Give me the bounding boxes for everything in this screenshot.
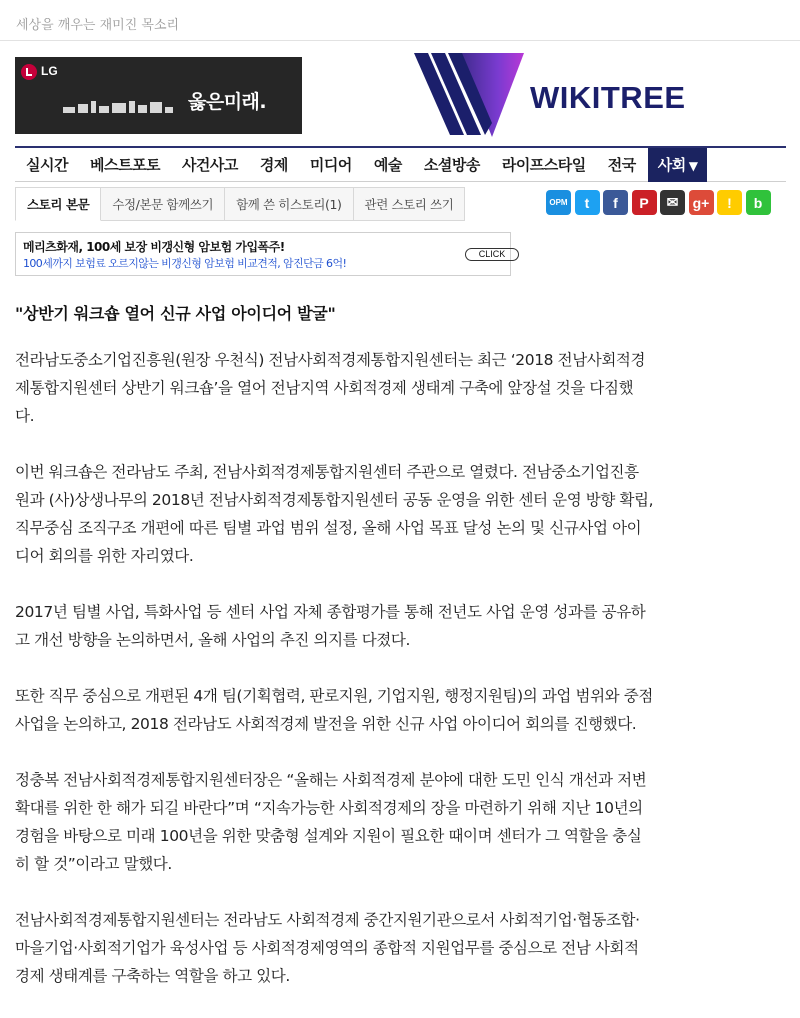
tab-story-body[interactable]: 스토리 본문: [15, 187, 101, 221]
nav-item-art[interactable]: 예술: [373, 155, 402, 174]
nav-item-economy[interactable]: 경제: [259, 155, 288, 174]
email-share-icon[interactable]: ✉: [660, 190, 685, 215]
lg-brand-text: LG: [41, 64, 58, 78]
nav-item-society[interactable]: [648, 148, 708, 182]
paragraph-line: 사업을 논의하고, 2018 전라남도 사회적경제 발전을 위한 신규 사업 아이디어 회의를 진행했다.: [15, 715, 637, 733]
paragraph-line: 전남사회적경제통합지원센터는 전라남도 사회적경제 중간지원기관으로서 사회적기업·협동조합·: [15, 911, 640, 929]
story-tabs: [15, 187, 465, 221]
article-headline: "상반기 워크숍 열어 신규 사업 아이디어 발굴": [15, 304, 336, 323]
paragraph-line: 이번 워크숍은 전라남도 주최, 전남사회적경제통합지원센터 주관으로 열렸다. 전남중소기업진흥: [15, 463, 639, 481]
nav-item-media[interactable]: 미디어: [309, 155, 352, 174]
ad-click-button[interactable]: CLICK: [465, 248, 519, 261]
googleplus-share-icon[interactable]: g+: [689, 190, 714, 215]
paragraph-line: 직무중심 조직구조 개편에 따른 팀별 과업 범위 설정, 올해 사업 목표 달성 논의 및 신규사업 아이: [15, 519, 642, 537]
lg-ad-banner[interactable]: [15, 57, 302, 134]
sponsored-ad-title: 메리츠화재, 100세 보장 비갱신형 암보험 가입폭주!: [23, 240, 285, 254]
nav-item-national[interactable]: 전국: [607, 155, 636, 174]
tab-history[interactable]: 함께 쓴 히스토리(1): [225, 187, 353, 221]
paragraph-line: 히 할 것”이라고 말했다.: [15, 855, 172, 873]
header-divider: [0, 40, 800, 41]
paragraph-line: 전라남도중소기업진흥원(원장 우천식) 전남사회적경제통합지원센터는 최근 ‘2018 전남사회적경: [15, 351, 646, 369]
paragraph-line: 정충복 전남사회적경제통합지원센터장은 “올해는 사회적경제 분야에 대한 도민 인식 개선과 저변: [15, 771, 647, 789]
tab-edit-together[interactable]: 수정/본문 함께쓰기: [101, 187, 225, 221]
paragraph-line: 2017년 팀별 사업, 특화사업 등 센터 사업 자체 종합평가를 통해 전년도 사업 운영 성과를 공유하: [15, 603, 646, 621]
paragraph-line: 다.: [15, 407, 35, 425]
paragraph-line: 원과 (사)상생나무의 2018년 전남사회적경제통합지원센터 공동 운영을 위한 센터 운영 방향 확립,: [15, 491, 654, 509]
appliances-icon: [63, 94, 183, 106]
opm-share-icon[interactable]: OPM: [546, 190, 571, 215]
article-paragraph: [15, 346, 787, 430]
nav-item-bestphoto[interactable]: 베스트포토: [89, 155, 160, 174]
paragraph-line: 경험을 바탕으로 미래 100년을 위한 맞춤형 설계와 지원이 필요한 때이며 센터가 그 역할을 충실: [15, 827, 642, 845]
paragraph-line: 마을기업·사회적기업가 육성사업 등 사회적경제영역의 종합적 지원업무를 중심으로 전남 사회적: [15, 939, 639, 957]
nav-item-lifestyle[interactable]: 라이프스타일: [501, 155, 586, 174]
article-paragraph: [15, 598, 787, 654]
article-body: [15, 346, 787, 1018]
paragraph-line: 고 개선 방향을 논의하면서, 올해 사업의 추진 의지를 다졌다.: [15, 631, 411, 649]
facebook-share-icon[interactable]: f: [603, 190, 628, 215]
article-paragraph: [15, 766, 787, 878]
paragraph-line: 디어 회의를 위한 자리였다.: [15, 547, 194, 565]
nav-item-incidents[interactable]: 사건사고: [181, 155, 238, 174]
band-share-icon[interactable]: b: [746, 190, 771, 215]
article-paragraph: [15, 906, 787, 990]
share-buttons: [546, 190, 774, 215]
paragraph-line: 경제 생태계를 구축하는 역할을 하고 있다.: [15, 967, 290, 985]
article-paragraph: [15, 458, 787, 570]
main-nav: [15, 146, 786, 182]
twitter-share-icon[interactable]: t: [575, 190, 600, 215]
tagline: 세상을 깨우는 재미진 목소리: [16, 18, 180, 33]
kakaostory-share-icon[interactable]: !: [717, 190, 742, 215]
paragraph-line: 제통합지원센터 상반기 워크숍’을 열어 전남지역 사회적경제 생태계 구축에 앞장설 것을 다짐했: [15, 379, 634, 397]
paragraph-line: 확대를 위한 한 해가 되길 바란다”며 “지속가능한 사회적경제의 장을 마련하기 위해 지난 10년의: [15, 799, 643, 817]
sponsored-ad[interactable]: [15, 232, 511, 276]
pinterest-share-icon[interactable]: P: [632, 190, 657, 215]
nav-item-society-label: 사회: [657, 155, 686, 174]
nav-item-realtime[interactable]: 실시간: [26, 155, 68, 174]
article-paragraph: [15, 682, 787, 738]
wikitree-logo-text[interactable]: WIKITREE: [530, 80, 686, 115]
lg-logo-icon: [21, 64, 37, 80]
sponsored-ad-subtitle: 100세까지 보험료 오르지않는 비갱신형 암보험 비교견적, 암진단금 6억!: [23, 257, 347, 270]
chevron-down-icon: ▼: [688, 158, 698, 173]
paragraph-line: 또한 직무 중심으로 개편된 4개 팀(기획협력, 판로지원, 기업지원, 행정지원팀)의 과업 범위와 중점: [15, 687, 653, 705]
nav-item-social-broadcast[interactable]: 소셜방송: [423, 155, 480, 174]
ad-slogan: 옳은미래.: [188, 91, 267, 113]
tab-related-story[interactable]: 관련 스토리 쓰기: [354, 187, 466, 221]
